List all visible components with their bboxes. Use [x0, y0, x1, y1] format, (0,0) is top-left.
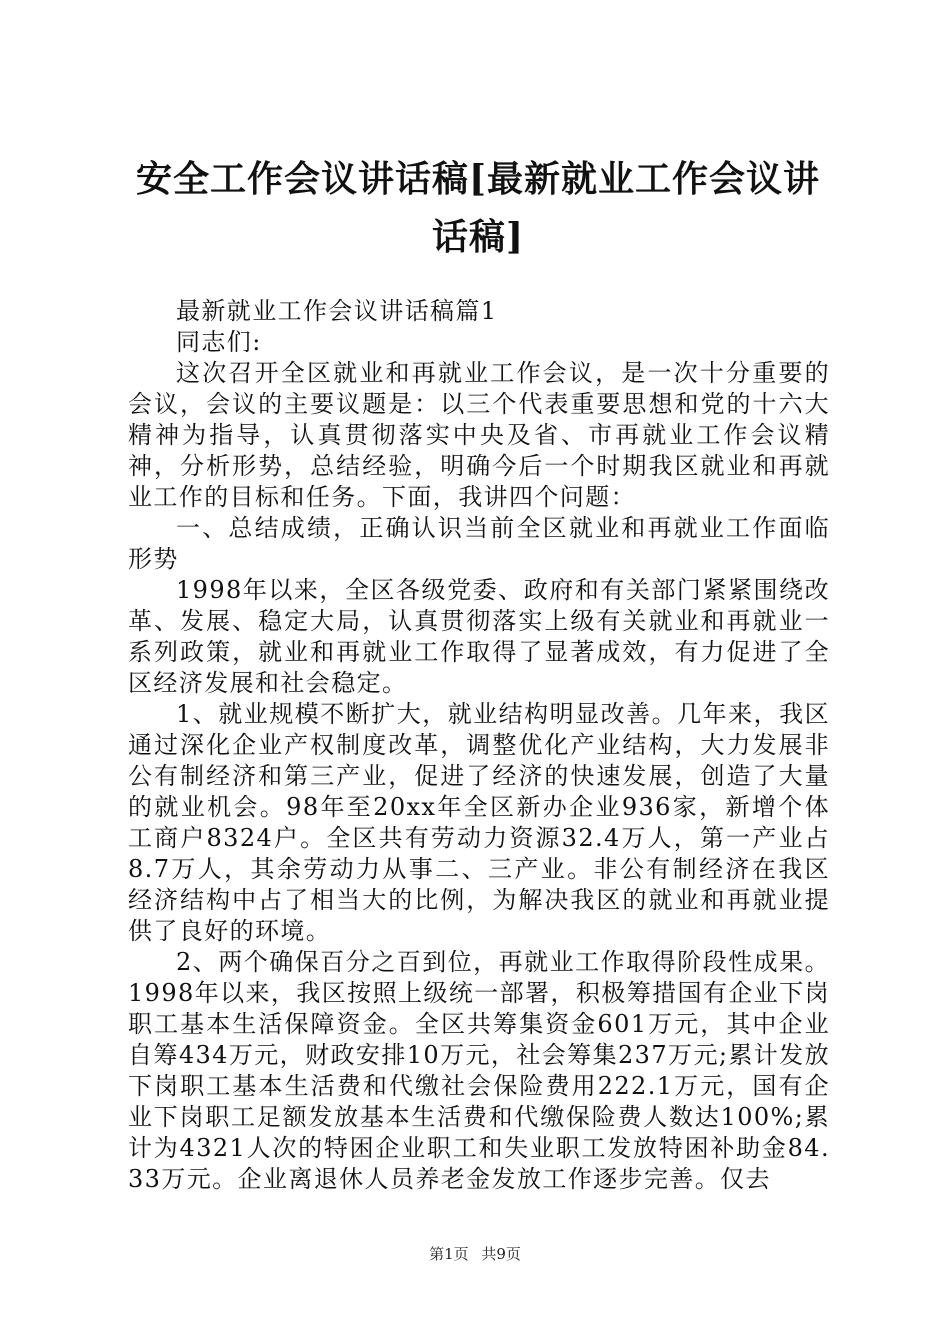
page-footer [0, 1244, 950, 1264]
paragraph: 1、就业规模不断扩大，就业结构明显改善。几年来，我区通过深化企业产权制度改革，调整优化产业结构，大力发展非公有制经济和第三产业，促进了经济的快速发展，创造了大量的就业机会。98年至20xx年全区新办企业936家，新增个体工商户8324户。全区共有劳动力资源32.4万人，第一产业占8.7万人，其余劳动力从事二、三产业。非公有制经济在我区经济结构中占了相当大的比例，为解决我区的就业和再就业提供了良好的环境。 [128, 700, 830, 945]
page-total: 共9页 [481, 1245, 521, 1263]
document-title: 安全工作会议讲话稿[最新就业工作会议讲话稿] [135, 158, 821, 258]
section-heading: 最新就业工作会议讲话稿篇1 [176, 297, 498, 325]
salutation: 同志们: [176, 328, 262, 356]
paragraph: 一、总结成绩，正确认识当前全区就业和再就业工作面临形势 [128, 514, 830, 573]
paragraph: 2、两个确保百分之百到位，再就业工作取得阶段性成果。1998年以来，我区按照上级统一部署，积极筹措国有企业下岗职工基本生活保障资金。全区共筹集资金601万元，其中企业自筹434万元，财政安排10万元，社会筹集237万元;累计发放下岗职工基本生活费和代缴社会保险费用222.1万元，国有企业下岗职工足额发放基本生活费和代缴保险费人数达100%;累计为4321人次的特困企业职工和失业职工发放特困补助金84.33万元。企业离退休人员养老金发放工作逐步完善。仅去 [128, 948, 830, 1193]
paragraph: 这次召开全区就业和再就业工作会议，是一次十分重要的会议，会议的主要议题是：以三个代表重要思想和党的十六大精神为指导，认真贯彻落实中央及省、市再就业工作会议精神，分析形势，总结经验，明确今后一个时期我区就业和再就业工作的目标和任务。下面，我讲四个问题： [128, 359, 830, 511]
paragraph: 1998年以来，全区各级党委、政府和有关部门紧紧围绕改革、发展、稳定大局，认真贯彻落实上级有关就业和再就业一系列政策，就业和再就业工作取得了显著成效，有力促进了全区经济发展和社会稳定。 [128, 576, 830, 697]
page-number: 第1页 [429, 1245, 469, 1263]
document-body [128, 296, 830, 1195]
